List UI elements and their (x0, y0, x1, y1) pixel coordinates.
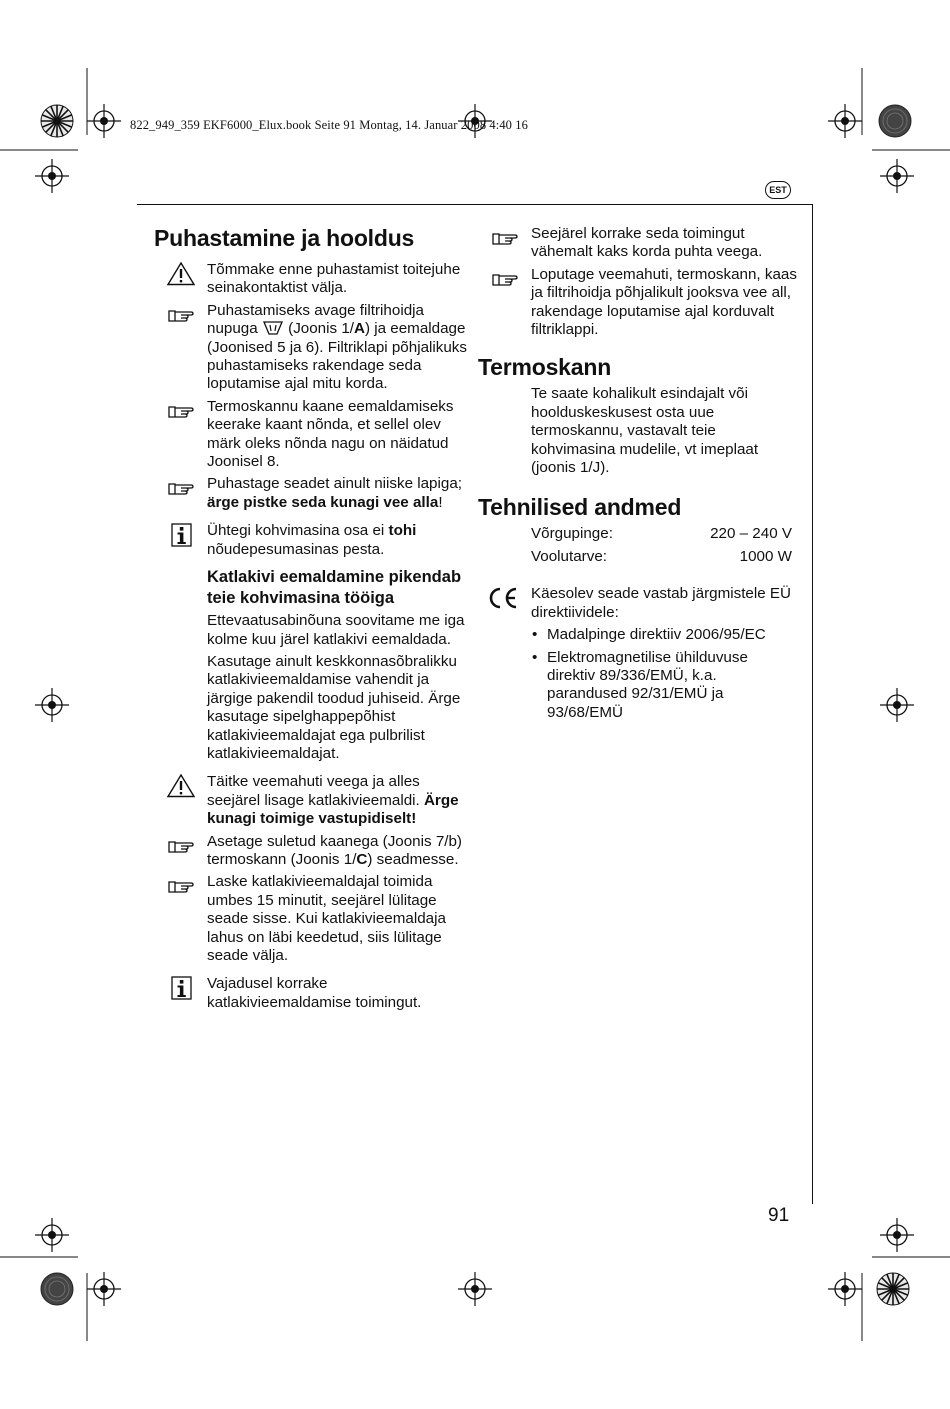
ce-text: Käesolev seade vastab järgmistele EÜ direktiividele: (531, 585, 792, 621)
pointing-hand-icon (491, 267, 519, 291)
print-header: 822_949_359 EKF6000_Elux.book Seite 91 Montag, 14. Januar 2008 4:40 16 (130, 118, 528, 132)
spec-value: 1000 W (739, 547, 792, 565)
instruction-text: Laske katlakivieemaldajal toimida umbes 15 minutit, seejärel lülitage seade sisse. Kui katlakivieemaldaja lahus on läbi keedetud, siis lülitage seade välja. (207, 873, 446, 964)
spec-label: Voolutarve: (531, 547, 607, 565)
spec-value: 220 – 240 V (710, 525, 792, 543)
pointing-hand-icon (167, 476, 195, 500)
warning-icon (167, 262, 195, 286)
right-column (478, 225, 798, 726)
paragraph: Te saate kohalikult esindajalt või hoolduskeskusest osta uue termoskannu, vastavalt teie kohvimasina mudelile, vt imeplaat (joonis 1/J). (531, 385, 759, 477)
instruction-item (154, 833, 474, 870)
paragraph: Kasutage ainult keskkonnasõbralikku katlakivieemaldamise vahendit ja järgige pakendil toodud juhiseid. Ärge kasutage sipelghappepõhist katlakivieemaldajat ega pulbrilist katlakivieemaldajat. (207, 652, 461, 762)
info-text: Vajadusel korrake katlakivieemaldamise toimingut. (207, 975, 422, 1011)
ce-item (478, 585, 798, 622)
info-icon (167, 976, 195, 1000)
warning-item (154, 773, 474, 828)
info-item (154, 975, 474, 1012)
spec-label: Võrgupinge: (531, 525, 613, 543)
list-item: • Madalpinge direktiiv 2006/95/EC (478, 626, 798, 644)
info-item (154, 522, 474, 559)
ce-mark-icon (486, 585, 520, 611)
spec-row (478, 525, 792, 543)
pointing-hand-icon (167, 303, 195, 327)
pointing-hand-icon (491, 226, 519, 250)
info-icon (167, 523, 195, 547)
instruction-item (154, 475, 474, 512)
subheading-descaling: Katlakivi eemaldamine pikendab teie kohvimasina tööiga (207, 568, 462, 607)
instruction-item (154, 302, 474, 394)
info-text: Ühtegi kohvimasina osa ei tohi nõudepesumasinas pesta. (207, 522, 417, 558)
pointing-hand-icon (167, 874, 195, 898)
spec-row (478, 548, 792, 566)
paragraph: Ettevaatusabinõuna soovitame me iga kolme kuu järel katlakivi eemaldada. (207, 612, 465, 648)
warning-text: Täitke veemahuti veega ja alles seejärel lisage katlakivieemaldi. Ärge kunagi toimige vastupidiselt! (207, 773, 459, 828)
instruction-text: Puhastamiseks avage filtrihoidja nupuga (Joonis 1/A) ja eemaldage (Joonised 5 ja 6). Filtriklapi põhjalikuks puhastamiseks rakendage seda loputamise ajal mitu korda. (207, 301, 467, 393)
pointing-hand-icon (167, 834, 195, 858)
warning-icon (167, 774, 195, 798)
instruction-text: Loputage veemahuti, termoskann, kaas ja filtrihoidja põhjalikult jooksva vee all, rakendage loputamise ajal korduvalt filtriklappi. (531, 265, 797, 339)
right-rule (812, 204, 813, 1204)
instruction-text: Asetage suletud kaanega (Joonis 7/b) termoskann (Joonis 1/C) seadmesse. (207, 832, 462, 868)
left-column (154, 224, 474, 1016)
instruction-text: Termoskannu kaane eemaldamiseks keerake kaant nõnda, et sellel olev märk oleks nõnda nagu on näidatud Joonisel 8. (207, 397, 454, 471)
section-title-technical-data: Tehnilised andmed (478, 494, 682, 521)
section-title-cleaning: Puhastamine ja hooldus (154, 225, 415, 251)
section-title-thermos: Termoskann (478, 354, 612, 381)
instruction-item (478, 225, 798, 262)
warning-text: Tõmmake enne puhastamist toitejuhe seinakontaktist välja. (207, 261, 461, 297)
instruction-item (154, 398, 474, 472)
filter-button-icon (262, 320, 284, 336)
warning-item (154, 261, 474, 298)
instruction-text: Puhastage seadet ainult niiske lapiga; ärge pistke seda kunagi vee alla! (207, 475, 462, 511)
top-rule (137, 204, 813, 205)
instruction-item (154, 873, 474, 965)
instruction-item (478, 266, 798, 340)
language-badge: EST (765, 181, 791, 199)
list-item: • Elektromagnetilise ühilduvuse direktiv 89/336/EMÜ, k.a. parandused 92/31/EMÜ ja 93/68/EMÜ (478, 649, 798, 723)
page-number: 91 (768, 1205, 790, 1226)
pointing-hand-icon (167, 399, 195, 423)
instruction-text: Seejärel korrake seda toimingut vähemalt kaks korda puhta veega. (531, 225, 763, 261)
